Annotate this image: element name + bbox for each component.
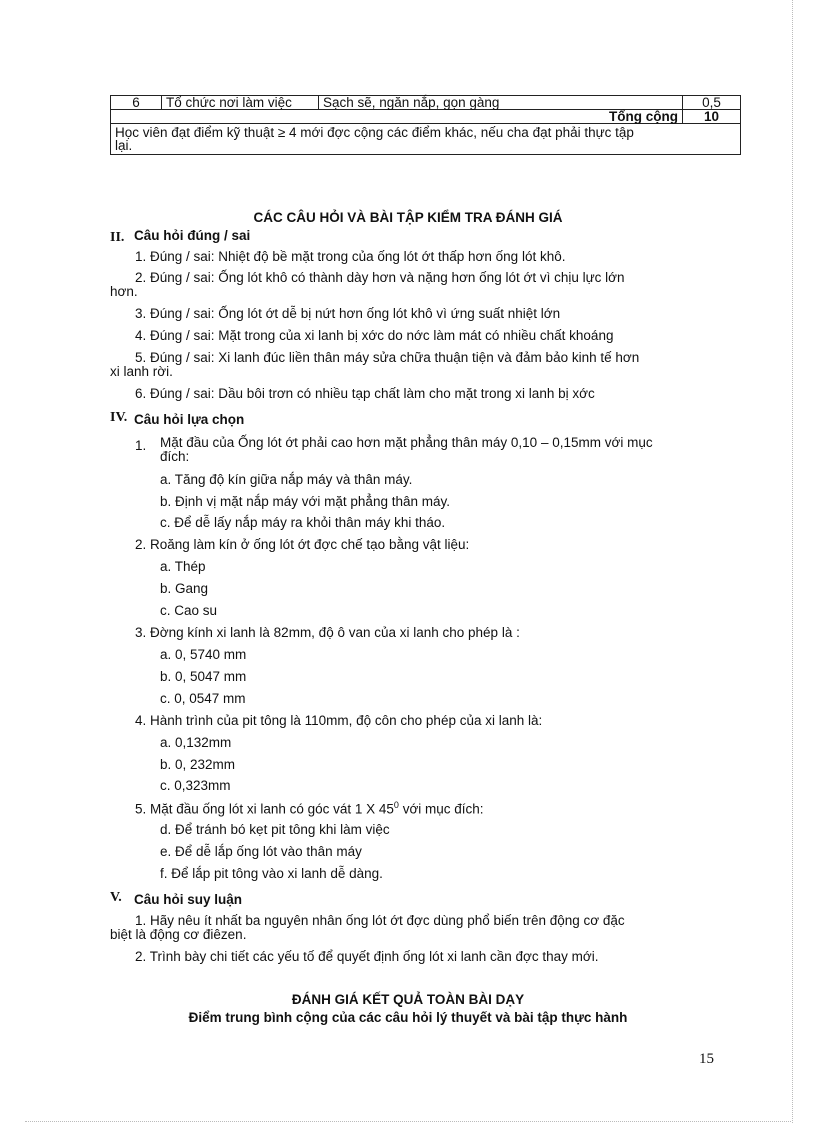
row-criterion: Tổ chức nơi làm việc bbox=[162, 96, 319, 110]
page-number: 15 bbox=[699, 1051, 714, 1067]
mc-question-5-tail: với mục đích: bbox=[398, 801, 484, 817]
section-heading: CÁC CÂU HỎI VÀ BÀI TẬP KIỂM TRA ĐÁNH GIÁ bbox=[253, 210, 563, 225]
mc-q3-option: a. 0, 5740 mm bbox=[160, 647, 247, 662]
mc-q2-option: a. Thép bbox=[160, 559, 206, 574]
reasoning-question-1: 1. Hãy nêu ít nhất ba nguyên nhân ống lót ớt đợc dùng phổ biến trên động cơ đặc bbox=[135, 913, 625, 928]
table-note-row bbox=[111, 124, 741, 155]
table-note bbox=[111, 124, 741, 155]
final-evaluation-subtitle: Điểm trung bình cộng của các câu hỏi lý thuyết và bài tập thực hành bbox=[188, 1010, 628, 1025]
mc-q5-option: d. Để tránh bó kẹt pit tông khi làm việc bbox=[160, 822, 390, 837]
mc-question-1-cont: đích: bbox=[160, 449, 190, 464]
mc-q1-option: a. Tăng độ kín giữa nắp máy và thân máy. bbox=[160, 472, 413, 487]
tf-question-1: 1. Đúng / sai: Nhiệt độ bề mặt trong của ống lót ớt thấp hơn ống lót khô. bbox=[135, 249, 566, 264]
reasoning-question-1-cont: biệt là động cơ điêzen. bbox=[110, 927, 247, 942]
mc-q5-option: e. Để dễ lắp ống lót vào thân máy bbox=[160, 844, 362, 859]
row-number: 6 bbox=[111, 96, 162, 110]
mc-q2-option: b. Gang bbox=[160, 581, 209, 596]
row-requirement: Sạch sẽ, ngăn nắp, gọn gàng bbox=[319, 96, 683, 110]
section-5-title: Câu hỏi suy luận bbox=[134, 892, 243, 907]
section-4-numeral: IV. bbox=[110, 410, 128, 425]
note-line-1: Học viên đạt điểm kỹ thuật ≥ 4 mới đợc cộng các điểm khác, nếu cha đạt phải thực tập bbox=[115, 125, 634, 140]
mc-question-5 bbox=[135, 800, 484, 817]
mc-q3-option: b. 0, 5047 mm bbox=[160, 669, 247, 684]
section-4-title: Câu hỏi lựa chọn bbox=[134, 412, 245, 427]
mc-q4-option: b. 0, 232mm bbox=[160, 757, 236, 772]
note-line-2: lại. bbox=[115, 138, 133, 153]
mc-question-5-text: 5. Mặt đầu ống lót xi lanh có góc vát 1 X 45 bbox=[135, 801, 394, 817]
section-5-numeral: V. bbox=[110, 890, 122, 905]
mc-question-1: Mặt đầu của Ống lót ớt phải cao hơn mặt phẳng thân máy 0,10 – 0,15mm với mục bbox=[160, 435, 653, 450]
grading-table bbox=[110, 95, 741, 155]
mc-question-2: 2. Roăng làm kín ở ống lót ớt đợc chế tạo bằng vật liệu: bbox=[135, 537, 470, 552]
tf-question-5-cont: xi lanh rời. bbox=[110, 364, 173, 379]
tf-question-6: 6. Đúng / sai: Dầu bôi trơn có nhiều tạp chất làm cho mặt trong xi lanh bị xớc bbox=[135, 386, 595, 401]
mc-q5-option: f. Để lắp pit tông vào xi lanh dễ dàng. bbox=[160, 866, 383, 881]
section-2-numeral: II. bbox=[110, 230, 125, 245]
degree-superscript: 0 bbox=[393, 800, 399, 810]
mc-q4-option: a. 0,132mm bbox=[160, 735, 232, 750]
tf-question-5: 5. Đúng / sai: Xi lanh đúc liền thân máy sửa chữa thuận tiện và đảm bảo kinh tế hơn bbox=[135, 350, 640, 365]
tf-question-4: 4. Đúng / sai: Mặt trong của xi lanh bị xớc do nớc làm mát có nhiều chất khoáng bbox=[135, 328, 614, 343]
mc-question-3: 3. Đờng kính xi lanh là 82mm, độ ô van của xi lanh cho phép là : bbox=[135, 625, 520, 640]
mc-q1-option: b. Định vị mặt nắp máy với mặt phẳng thân máy. bbox=[160, 494, 450, 509]
final-evaluation-title: ĐÁNH GIÁ KẾT QUẢ TOÀN BÀI DẠY bbox=[291, 992, 525, 1007]
total-label: Tổng cộng bbox=[111, 110, 683, 124]
tf-question-2-cont: hơn. bbox=[110, 284, 138, 299]
mc-q4-option: c. 0,323mm bbox=[160, 778, 231, 793]
mc-q3-option: c. 0, 0547 mm bbox=[160, 691, 246, 706]
table-row bbox=[111, 96, 741, 110]
mc-question-4: 4. Hành trình của pit tông là 110mm, độ côn cho phép của xi lanh là: bbox=[135, 713, 543, 728]
section-2-title: Câu hỏi đúng / sai bbox=[134, 228, 251, 243]
page-border-right bbox=[792, 0, 793, 1123]
total-value: 10 bbox=[683, 110, 741, 124]
row-points: 0,5 bbox=[683, 96, 741, 110]
reasoning-question-2: 2. Trình bày chi tiết các yếu tố để quyết định ống lót xi lanh cần đợc thay mới. bbox=[135, 949, 599, 964]
mc-question-1-number: 1. bbox=[135, 438, 147, 453]
table-total-row bbox=[111, 110, 741, 124]
tf-question-2: 2. Đúng / sai: Ống lót khô có thành dày hơn và nặng hơn ống lót ớt vì chịu lực lớn bbox=[135, 270, 625, 285]
mc-q2-option: c. Cao su bbox=[160, 603, 218, 618]
mc-q1-option: c. Để dễ lấy nắp máy ra khỏi thân máy khi tháo. bbox=[160, 515, 446, 530]
tf-question-3: 3. Đúng / sai: Ống lót ớt dễ bị nứt hơn ống lót khô vì ứng suất nhiệt lớn bbox=[135, 306, 561, 321]
page-border-bottom bbox=[25, 1121, 791, 1122]
